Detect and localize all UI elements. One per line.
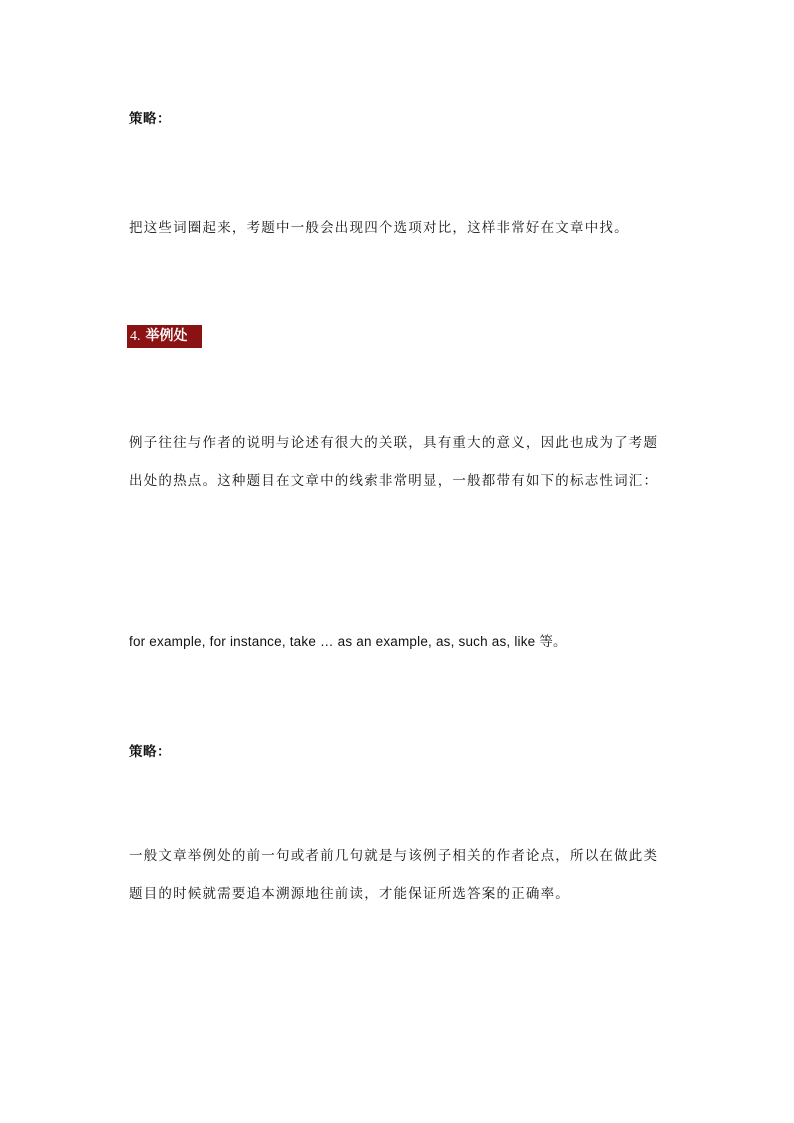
example-words: for example, for instance, take … as an example, as, such as, like 等。 bbox=[129, 634, 567, 649]
section-title: 举例处 bbox=[145, 328, 188, 344]
section-number: 4. bbox=[130, 329, 141, 344]
strategy-label-1: 策略： bbox=[129, 111, 171, 127]
section-heading-4 bbox=[127, 325, 202, 348]
strategy-text-1: 把这些词圈起来，考题中一般会出现四个选项对比，这样非常好在文章中找。 bbox=[129, 220, 629, 236]
strategy-paragraph-2: 一般文章举例处的前一句或者前几句就是与该例子相关的作者论点，所以在做此类题目的时候就需要追本溯源地往前读，才能保证所选答案的正确率。 bbox=[129, 848, 659, 902]
strategy-label-2: 策略： bbox=[129, 744, 171, 760]
intro-paragraph: 例子往往与作者的说明与论述有很大的关联，具有重大的意义，因此也成为了考题出处的热点。这种题目在文章中的线索非常明显，一般都带有如下的标志性词汇： bbox=[129, 435, 659, 489]
